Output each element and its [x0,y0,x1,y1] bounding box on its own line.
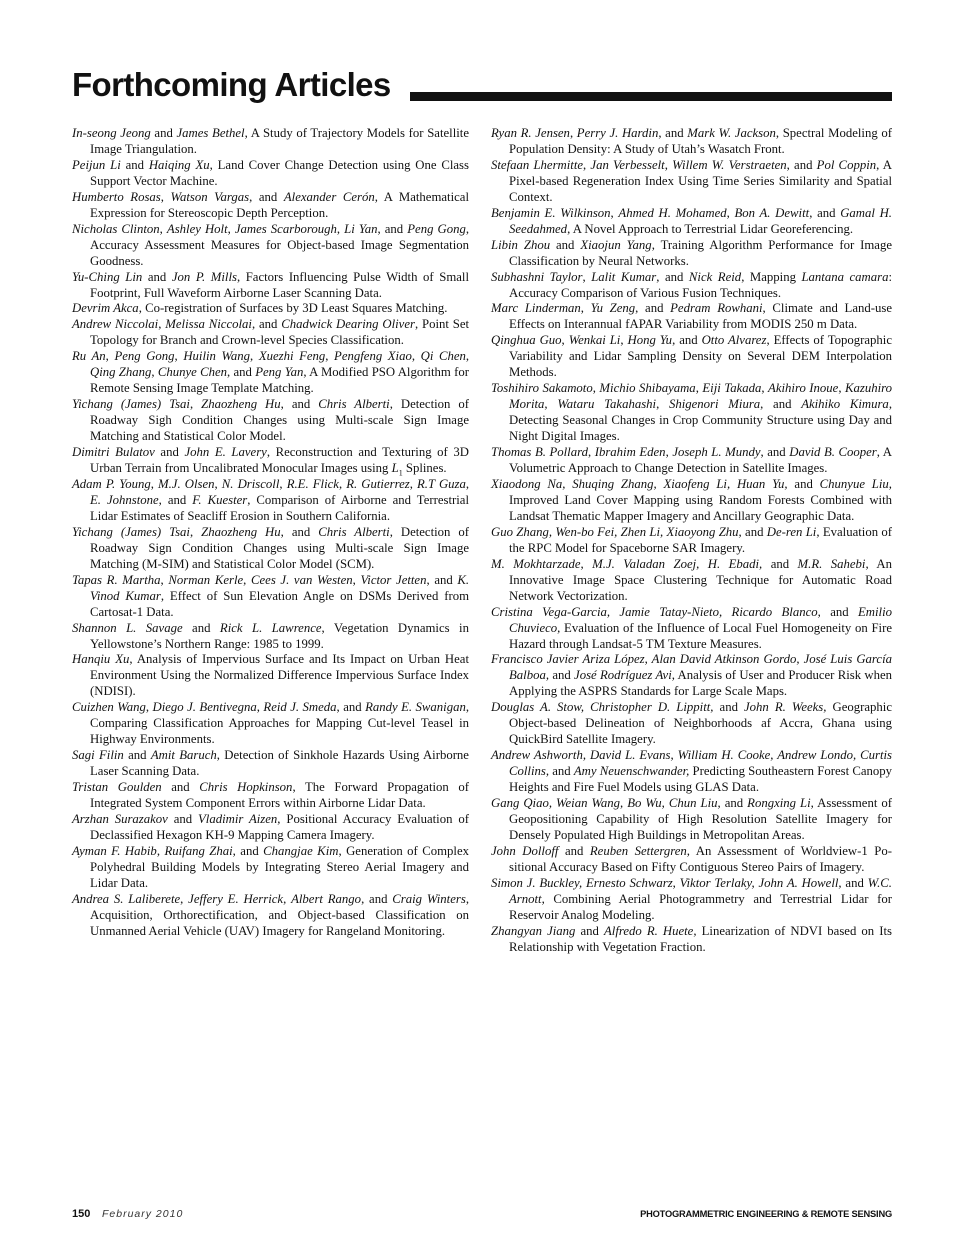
article-entry: John Dolloff and Reuben Settergren, An Assessment of Worldview-1 Positional Accuracy Based on Fifty Contiguous Stereo Pairs of Imagery. [491,843,892,874]
title-rule [410,92,892,101]
article-entry: Ru An, Peng Gong, Huilin Wang, Xuezhi Feng, Pengfeng Xiao, Qi Chen, Qing Zhang, Chunye Chen, and Peng Yan, A Modified PSO Algorithm for Remote Sensing Image Template Matching. [72,349,470,396]
article-entry: Cuizhen Wang, Diego J. Bentivegna, Reid J. Smeda, and Randy E. Swanigan, Comparing Classification Approaches for Mapping Cut-level Teasel in Highway Environments. [72,700,470,747]
article-entry: Xiaodong Na, Shuqing Zhang, Xiaofeng Li, Huan Yu, and Chunyue Liu, Improved Land Cover Mapping using Random Forests Combined with Landsat Thematic Mapper Imagery and Ancillary Geographic Data. [491,476,892,523]
article-entry: Gang Qiao, Weian Wang, Bo Wu, Chun Liu, and Rongxing Li, Assessment of Geopositioning Capability of High Resolution Satellite Imagery for Densely Populated High Buildings in Metropolitan Areas. [491,796,893,842]
article-entry: Libin Zhou and Xiaojun Yang, Training Algorithm Performance for Image Classification by Neural Networks. [491,237,892,268]
article-entry: Qinghua Guo, Wenkai Li, Hong Yu, and Otto Alvarez, Effects of Topographic Variability and Lidar Sampling Density on Several DEM Interpolation Methods. [491,333,892,380]
page-number: 150 [72,1208,91,1220]
article-entry: M. Mokhtarzade, M.J. Valadan Zoej, H. Ebadi, and M.R. Sahebi, An Innovative Image Space Clustering Technique for Automatic Road Network Vectorization. [491,556,892,603]
article-entry: Stefaan Lhermitte, Jan Verbesselt, Willem W. Verstraeten, and Pol Coppin, A Pixel-based Regeneration Index Using Time Series Similarity and Spatial Context. [491,157,892,204]
article-entry: Shannon L. Savage and Rick L. Lawrence, Vegetation Dynamics in Yellowstone’s Northern Range: 1985 to 1999. [72,620,469,651]
article-entry: Zhangyan Jiang and Alfredo R. Huete, Linearization of NDVI based on Its Relationship with Vegetation Fraction. [491,923,892,954]
article-entry: Marc Linderman, Yu Zeng, and Pedram Rowhani, Climate and Land-use Effects on Interannual fAPAR Variability from MODIS 250 m Data. [491,301,892,332]
article-entry: Subhashni Taylor, Lalit Kumar, and Nick Reid, Mapping Lantana camara: Accuracy Comparison of Various Fusion Techniques. [491,269,893,300]
article-entry: Benjamin E. Wilkinson, Ahmed H. Mohamed, Bon A. Dewitt, and Gamal H. Seedahmed, A Novel Approach to Terrestrial Lidar Georeferencing. [491,205,892,236]
article-entry: Devrim Akca, Co-registration of Surfaces by 3D Least Squares Matching. [72,301,448,316]
left-column [72,126,469,940]
article-entry: Thomas B. Pollard, Ibrahim Eden, Joseph L. Mundy, and David B. Cooper, A Volumetric Approach to Change Detection in Satellite Images. [491,445,892,476]
article-entry: Dimitri Bulatov and John E. Lavery, Reconstruction and Texturing of 3D Urban Terrain from Uncalibrated Monocular Images using $L_1$ Splines. [72,445,469,478]
article-entry: Simon J. Buckley, Ernesto Schwarz, Viktor Terlaky, John A. Howell, and W.C. Arnott, Combining Aerial Photogrammetry and Terrestrial Lidar for Reservoir Analog Modeling. [491,875,892,922]
issue-date: February 2010 [102,1208,184,1220]
page-title: Forthcoming Articles [72,66,391,103]
article-entry: In-seong Jeong and James Bethel, A Study of Trajectory Models for Satellite Image Triangulation. [72,126,469,156]
page-footer [72,1208,892,1224]
article-entry: Tristan Goulden and Chris Hopkinson, The Forward Propagation of Integrated System Component Errors within Airborne Lidar Data. [72,780,470,811]
article-entry: Nicholas Clinton, Ashley Holt, James Scarborough, Li Yan, and Peng Gong, Accuracy Assessment Measures for Object-based Image Segmentation Goodness. [72,221,470,268]
article-entry: Yu-Ching Lin and Jon P. Mills, Factors Influencing Pulse Width of Small Footprint, Full Waveform Airborne Laser Scanning Data. [72,269,469,300]
article-entry: Andrew Niccolai, Melissa Niccolai, and Chadwick Dearing Oliver, Point Set Topology for Branch and Crown-level Species Classification. [72,317,470,348]
article-entry: Ayman F. Habib, Ruifang Zhai, and Changjae Kim, Generation of Complex Polyhedral Building Models by Integrating Stereo Aerial Imagery and Lidar Data. [72,843,469,890]
article-entry: Guo Zhang, Wen-bo Fei, Zhen Li, Xiaoyong Zhu, and De-ren Li, Evaluation of the RPC Model for Spaceborne SAR Imagery. [491,524,892,555]
article-entry: Cristina Vega-Garcia, Jamie Tatay-Nieto, Ricardo Blanco, and Emilio Chuvieco, Evaluation of the Influence of Local Fuel Homogeneity on Fire Hazard through Landsat-5 TM Texture Measures. [491,604,892,651]
right-column [491,126,892,956]
article-entry: Sagi Filin and Amit Baruch, Detection of Sinkhole Hazards Using Airborne Laser Scanning Data. [72,748,469,779]
article-entry: Yichang (James) Tsai, Zhaozheng Hu, and Chris Alberti, Detection of Roadway Sign Condition Changes using Multi-scale Sign Image Matching (M-SIM) and Statistical Color Model (SCM). [72,524,470,571]
article-entry: Toshihiro Sakamoto, Michio Shibayama, Eiji Takada, Akihiro Inoue, Kazuhiro Morita, Wataru Takahashi, Shigenori Miura, and Akihiko Kimura, Detecting Seasonal Changes in Crop Community Structure using Day and Night Digital Images. [491,381,893,444]
article-entry: Arzhan Surazakov and Vladimir Aizen, Positional Accuracy Evaluation of Declassified Hexagon KH-9 Mapping Camera Imagery. [72,811,469,842]
article-entry: Humberto Rosas, Watson Vargas, and Alexander Cerón, A Mathematical Expression for Stereoscopic Depth Perception. [72,189,469,220]
article-entry: Ryan R. Jensen, Perry J. Hardin, and Mark W. Jackson, Spectral Modeling of Population Density: A Study of Utah’s Wasatch Front. [491,126,892,156]
article-entry: Andrea S. Laliberete, Jeffery E. Herrick, Albert Rango, and Craig Winters, Acquisition, Orthorectification, and Object-based Classification on Unmanned Aerial Vehicle (UAV) Imagery for Rangeland Monitoring. [72,891,469,938]
journal-name: PHOTOGRAMMETRIC ENGINEERING & REMOTE SENSING [640,1209,892,1219]
article-entry: Douglas A. Stow, Christopher D. Lippitt, and John R. Weeks, Geographic Object-based Delineation of Neighborhoods af Accra, Ghana using QuickBird Satellite Imagery. [491,700,892,747]
article-entry: Hanqiu Xu, Analysis of Impervious Surface and Its Impact on Urban Heat Environment Using the Normalized Difference Impervious Surface Index (NDISI). [72,652,469,699]
article-entry: Adam P. Young, M.J. Olsen, N. Driscoll, R.E. Flick, R. Gutierrez, R.T Guza, E. Johnstone, and F. Kuester, Comparison of Airborne and Terrestrial Lidar Estimates of Seacliff Erosion in Southern California. [72,476,470,523]
article-entry: Tapas R. Martha, Norman Kerle, Cees J. van Westen, Victor Jetten, and K. Vinod Kumar, Effect of Sun Elevation Angle on DSMs Derived from Cartosat-1 Data. [72,572,470,619]
article-entry: Andrew Ashworth, David L. Evans, William H. Cooke, Andrew Londo, Curtis Collins, and Amy Neuenschwander, Predicting Southeastern Forest Canopy Heights and Fire Fuel Models using GLAS Data. [491,748,892,795]
article-entry: Francisco Javier Ariza López, Alan David Atkinson Gordo, José Luis García Balboa, and José Rodríguez Avi, Analysis of User and Producer Risk when Applying the ASPRS Standards for Large Scale Maps. [491,652,892,699]
article-entry: Yichang (James) Tsai, Zhaozheng Hu, and Chris Alberti, Detection of Roadway Sigh Condition Changes using Multi-scale Sign Image Matching and Statistical Color Model. [72,397,470,444]
article-entry: Peijun Li and Haiqing Xu, Land Cover Change Detection using One Class Support Vector Machine. [72,157,469,188]
